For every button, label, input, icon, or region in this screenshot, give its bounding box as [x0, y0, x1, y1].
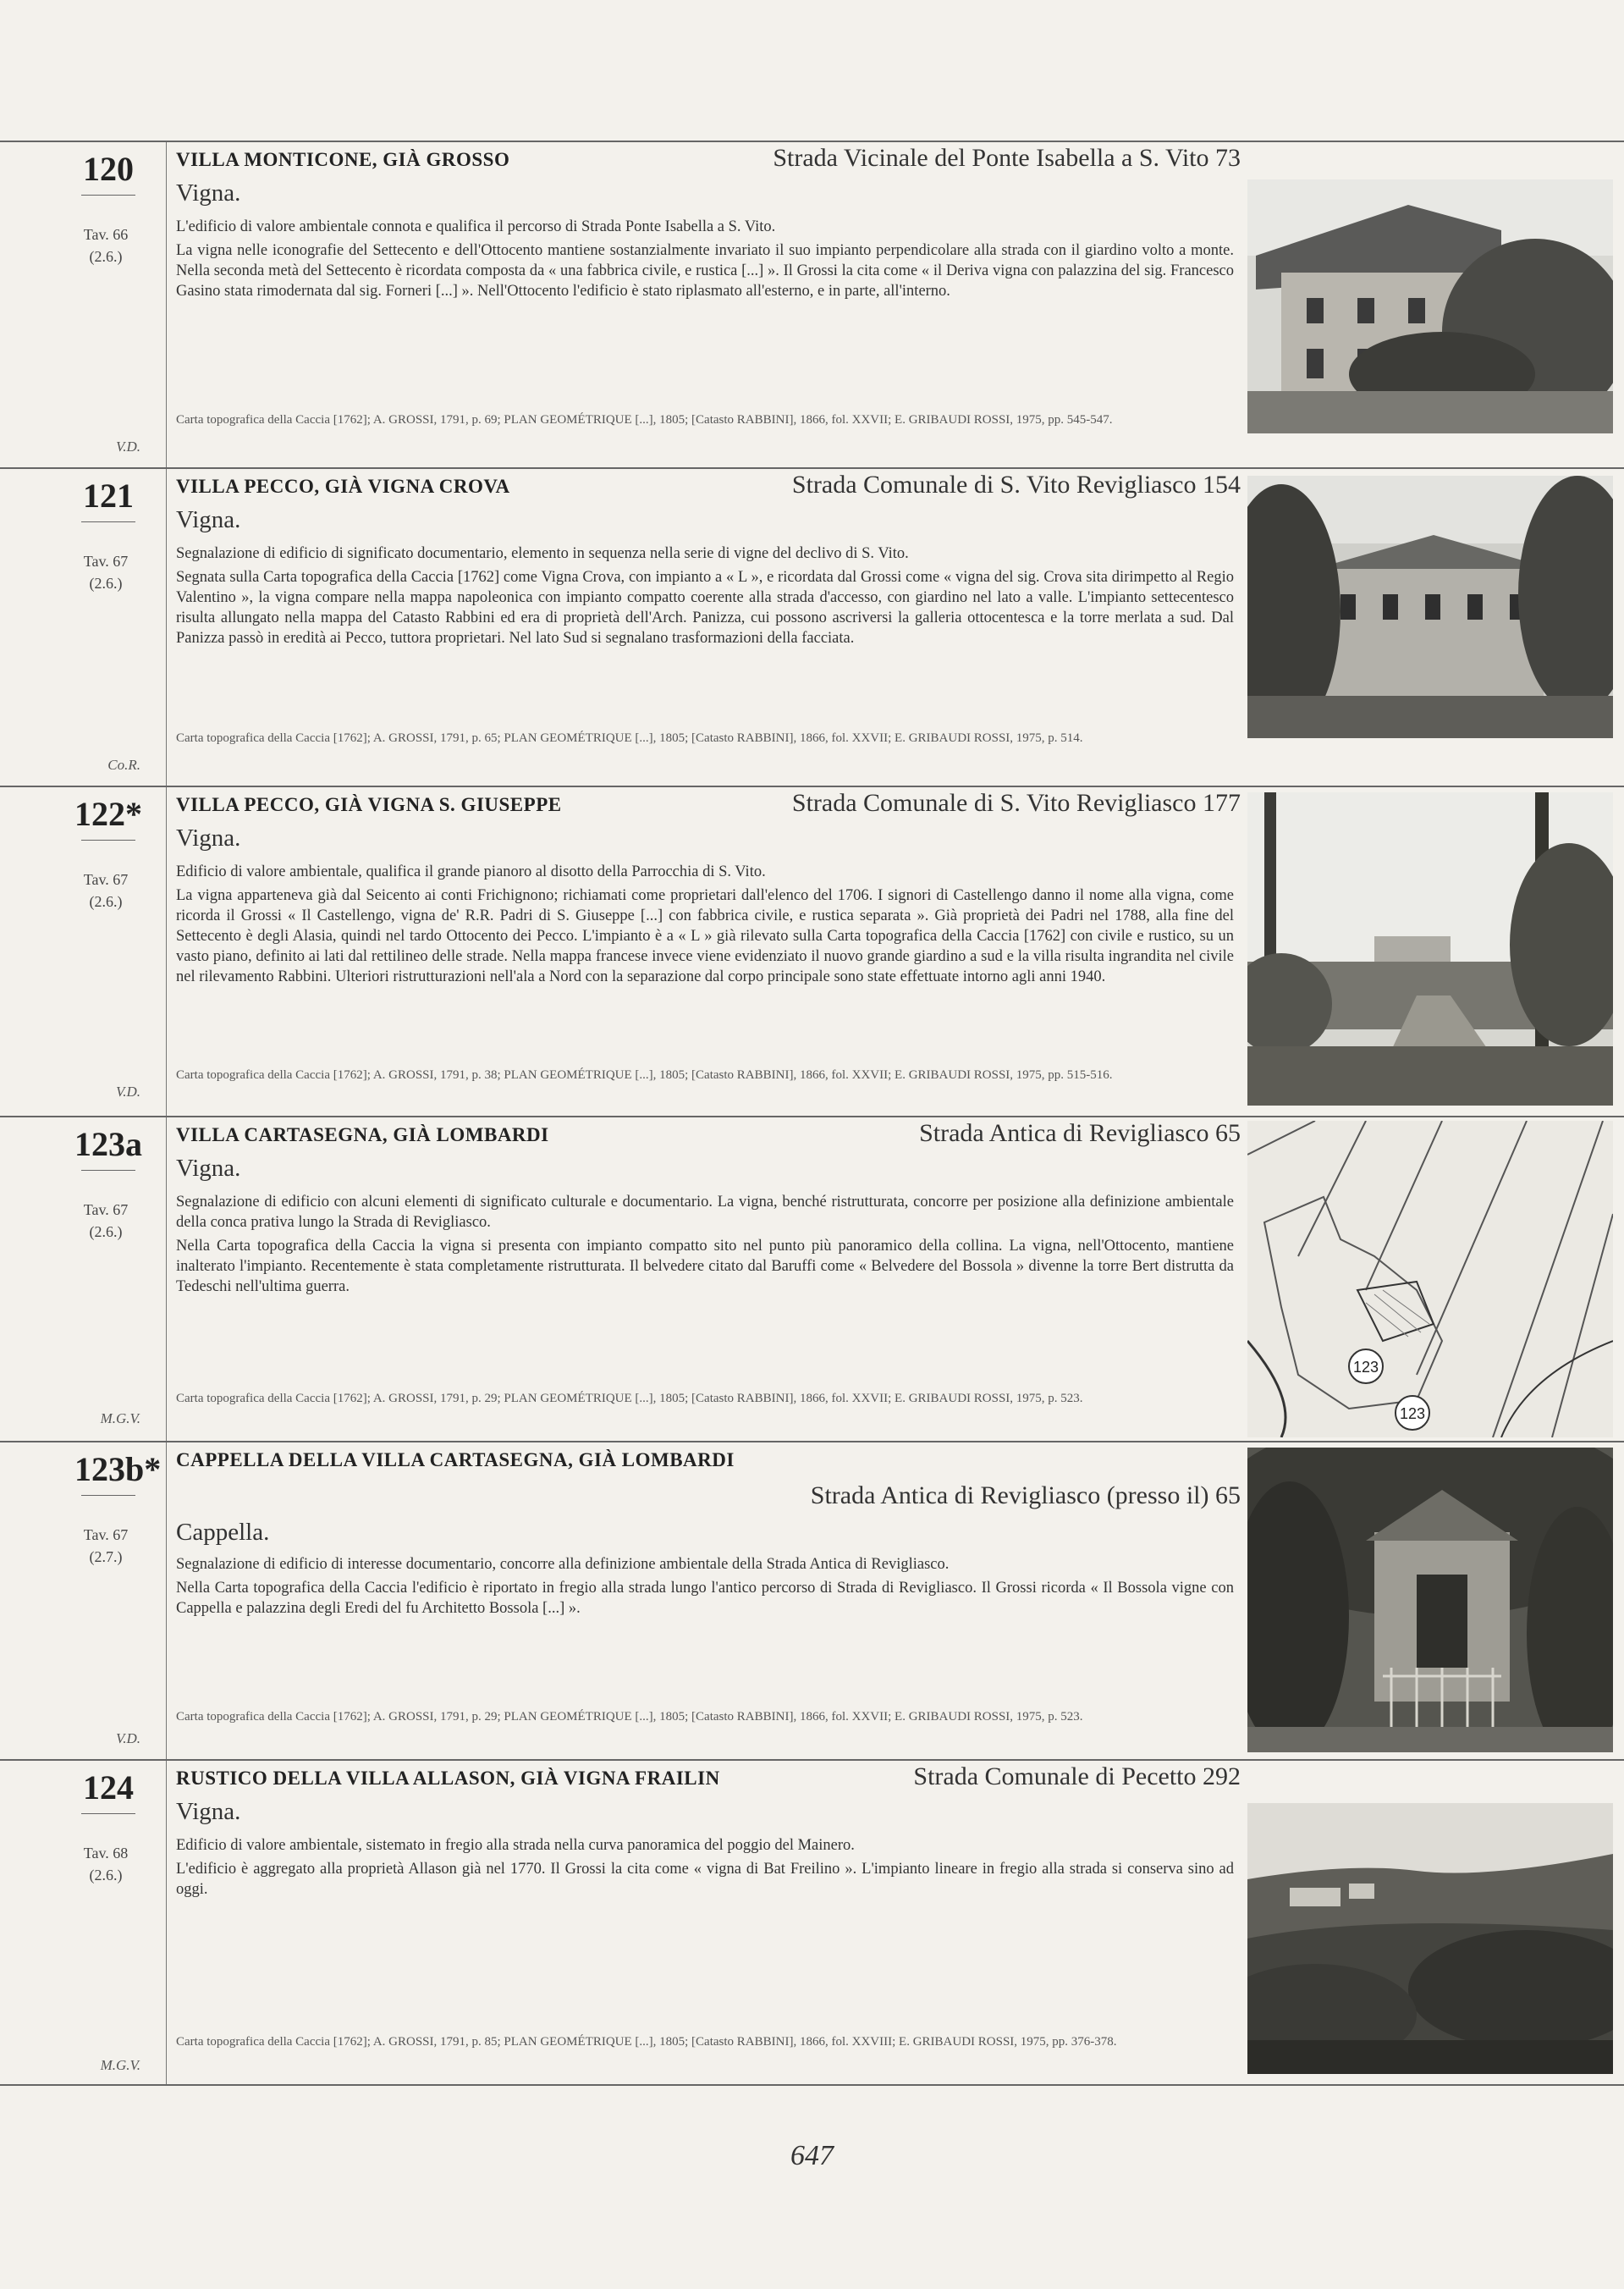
entry-number: 121 [74, 474, 142, 522]
author-initials: M.G.V. [100, 1410, 140, 1426]
entry-bibliography: Carta topografica della Caccia [1762]; A. GROSSI, 1791, p. 38; PLAN GEOMÉTRIQUE [...], 1805; [Catasto RABBINI], 1866, fol. XXVII; E. GRIBAUDI ROSSI, 1975, pp. 515-516. [176, 1068, 1113, 1082]
villa-photo [1247, 476, 1613, 738]
entry-type: Vigna. [176, 825, 241, 852]
cadastral-map-excerpt [1247, 1121, 1613, 1437]
map-parcel-label: 123 [1399, 1405, 1426, 1422]
catalogue-entries [0, 141, 1624, 2086]
catalogue-entry [0, 786, 1624, 1116]
entry-number: 122* [74, 792, 142, 841]
entry-type: Vigna. [176, 179, 241, 207]
catalogue-entry [0, 1441, 1624, 1759]
entry-description: Segnalazione di edificio di interesse documentario, concorre alla definizione ambientale della Strada Antica di Revigliasco. Nella Carta topografica della Caccia l'edificio è riportato in fregio alla strada lungo l'antico percorso di Strada di Revigliasco. Il Grossi ricorda « Il Bossola vigne con Cappella e palazzina degli Eredi del fu Architetto Bossola [...] ». [176, 1556, 1234, 1617]
page-number: 647 [790, 2140, 834, 2171]
entry-number: 120 [74, 147, 142, 196]
plate-reference: Tav. 68 (2.6.) [83, 1845, 129, 1884]
entry-title: VILLA PECCO, GIÀ VIGNA S. GIUSEPPE [176, 794, 562, 815]
entry-bibliography: Carta topografica della Caccia [1762]; A. GROSSI, 1791, p. 85; PLAN GEOMÉTRIQUE [...], 1805; [Catasto RABBINI], 1866, fol. XXVIII; E. GRIBAUDI ROSSI, 1975, pp. 376-378. [176, 2035, 1117, 2049]
catalogue-entry [0, 1759, 1624, 2086]
entry-bibliography: Carta topografica della Caccia [1762]; A. GROSSI, 1791, p. 29; PLAN GEOMÉTRIQUE [...], 1805; [Catasto RABBINI], 1866, fol. XXVII; E. GRIBAUDI ROSSI, 1975, p. 523. [176, 1392, 1083, 1405]
entry-address: Strada Vicinale del Ponte Isabella a S. Vito 73 [773, 144, 1241, 172]
entry-title: VILLA PECCO, GIÀ VIGNA CROVA [176, 476, 510, 497]
entry-number: 123b* [74, 1448, 142, 1496]
entry-title: VILLA CARTASEGNA, GIÀ LOMBARDI [176, 1124, 549, 1145]
plate-reference: Tav. 67 (2.6.) [83, 871, 129, 910]
entry-type: Cappella. [176, 1519, 270, 1546]
entry-bibliography: Carta topografica della Caccia [1762]; A. GROSSI, 1791, p. 69; PLAN GEOMÉTRIQUE [...], 1805; [Catasto RABBINI], 1866, fol. XXVII; E. GRIBAUDI ROSSI, 1975, pp. 545-547. [176, 413, 1113, 427]
catalogue-entry [0, 467, 1624, 786]
rustic-building-photo [1247, 1803, 1613, 2074]
catalogue-entry [0, 1116, 1624, 1441]
entry-description: L'edificio di valore ambientale connota e qualifica il percorso di Strada Ponte Isabella a S. Vito. La vigna nelle iconografie del Settecento e dell'Ottocento mantiene sostanzialmente invariato il suo impianto perpendicolare alla strada con il giardino volto a monte. Nella seconda metà del Settecento è ricordata composta da « una fabbrica civile, e rustica [...] ». Il Grossi la cita come « il Deriva vigna con palazzina del sig. Francesco Gasino stata rimodernata dal sig. Forneri [...] ». Nell'Ottocento l'edificio è stato riplasmato all'esterno, e in parte, all'interno. [176, 218, 1234, 300]
entry-title: VILLA MONTICONE, GIÀ GROSSO [176, 149, 510, 170]
entry-address: Strada Comunale di S. Vito Revigliasco 154 [791, 471, 1241, 499]
villa-photo [1247, 179, 1613, 433]
chapel-photo [1247, 1448, 1613, 1752]
entry-description: Segnalazione di edificio di significato documentario, elemento in sequenza nella serie di vigne del declivo di S. Vito. Segnata sulla Carta topografica della Caccia [1762] come Vigna Crova, con impianto a « L », e ricordata dal Grossi come « vigna del sig. Crova sita dirimpetto al Regio Valentino », la vigna compare nella mappa napoleonica con impianto compatto coerente alla strada d'accesso, con giardino nel lato a valle. L'impianto settecentesco risulta allungato nella mappa del Catasto Rabbini ed era di proprietà dell'Arch. Panizza, cui possono ascriversi la galleria ottocentesca e la torre merlata a sud. Dal Panizza passò in eredità ai Pecco, tuttora proprietari. Nel lato Sud si segnalano trasformazioni della facciata. [176, 545, 1234, 647]
plate-reference: Tav. 67 (2.6.) [83, 553, 129, 592]
plate-reference: Tav. 67 (2.7.) [83, 1526, 129, 1565]
entry-number: 124 [74, 1766, 142, 1814]
entry-type: Vigna. [176, 1798, 241, 1825]
author-initials: V.D. [116, 1084, 140, 1100]
entry-type: Vigna. [176, 506, 241, 533]
entry-address: Strada Comunale di S. Vito Revigliasco 177 [791, 789, 1241, 817]
entry-number: 123a [74, 1122, 142, 1171]
author-initials: V.D. [116, 1730, 140, 1746]
villa-photo [1247, 792, 1613, 1106]
entry-address: Strada Comunale di Pecetto 292 [913, 1762, 1241, 1790]
author-initials: V.D. [116, 438, 140, 455]
author-initials: Co.R. [107, 757, 140, 773]
entry-type: Vigna. [176, 1155, 241, 1182]
plate-reference: Tav. 66 (2.6.) [83, 226, 129, 265]
entry-title: CAPPELLA DELLA VILLA CARTASEGNA, GIÀ LOMBARDI [176, 1449, 735, 1470]
entry-bibliography: Carta topografica della Caccia [1762]; A. GROSSI, 1791, p. 29; PLAN GEOMÉTRIQUE [...], 1805; [Catasto RABBINI], 1866, fol. XXVII; E. GRIBAUDI ROSSI, 1975, p. 523. [176, 1710, 1083, 1724]
entry-address: Strada Antica di Revigliasco (presso il) 65 [810, 1481, 1241, 1509]
entry-address: Strada Antica di Revigliasco 65 [919, 1119, 1241, 1147]
plate-reference: Tav. 67 (2.6.) [83, 1201, 129, 1240]
author-initials: M.G.V. [100, 2057, 140, 2073]
entry-description: Edificio di valore ambientale, qualifica il grande pianoro al disotto della Parrocchia di S. Vito. La vigna apparteneva già dal Seicento ai conti Frichignono; richiamati come proprietari dall'elenco del 1706. I signori di Castellengo danno il nome alla vigna, come ricorda il Grossi « Il Castellengo, vigna de' R.R. Padri di S. Giuseppe [...] con fabbrica civile, e rustica separata ». Già proprietà dei Padri nel 1788, alla fine del Settecento è degli Alasia, quindi nel tardo Ottocento dei Pecco. L'impianto è a « L » già rilevato sulla Carta topografica della Caccia [1762] con civile e rustico, su un vasto piano, definito ai lati dal rettilineo delle strade. Nella mappa francese invece viene evidenziato il nuovo grande giardino a sud e la villa risulta ingrandita nel civile nel rilevamento Rabbini. Ulteriori ristrutturazioni nell'ala a Nord con la separazione dal corpo principale sono state effettuate intorno agli anni 1940. [176, 863, 1234, 985]
entry-bibliography: Carta topografica della Caccia [1762]; A. GROSSI, 1791, p. 65; PLAN GEOMÉTRIQUE [...], 1805; [Catasto RABBINI], 1866, fol. XXVII; E. GRIBAUDI ROSSI, 1975, p. 514. [176, 731, 1083, 745]
catalogue-entry [0, 141, 1624, 467]
entry-description: Segnalazione di edificio con alcuni elementi di significato culturale e documentario. La vigna, benché ristrutturata, concorre per posizione alla definizione ambientale della conca prativa lungo la Strada di Revigliasco. Nella Carta topografica della Caccia la vigna si presenta con impianto compatto sito nel punto più panoramico della collina. La vigna, nell'Ottocento, mantiene inalterato l'impianto. Recentemente è stata completamente ristrutturata. Il belvedere citato dal Baruffi come « Belvedere del Bossola » divenne la torre Bert distrutta da Tedeschi nell'ultima guerra. [176, 1194, 1234, 1295]
map-parcel-label: 123 [1352, 1359, 1379, 1376]
entry-description: Edificio di valore ambientale, sistemato in fregio alla strada nella curva panoramica del poggio del Mainero. L'edificio è aggregato alla proprietà Allason già nel 1770. Il Grossi la cita come « vigna di Bat Freilino ». L'impianto lineare in fregio alla strada si conserva sino ad oggi. [176, 1837, 1234, 1898]
entry-title: RUSTICO DELLA VILLA ALLASON, GIÀ VIGNA FRAILIN [176, 1768, 720, 1789]
